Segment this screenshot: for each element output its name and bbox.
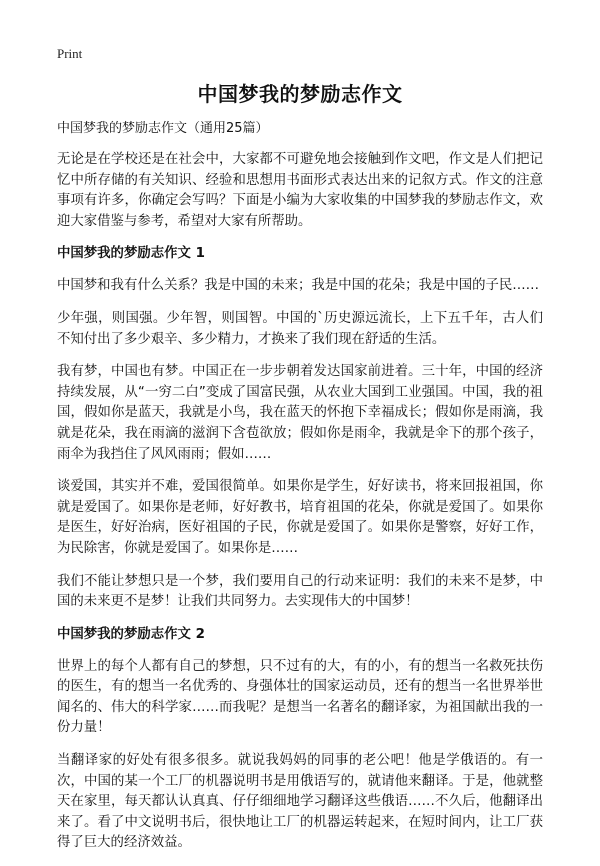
print-link[interactable]: Print (57, 46, 83, 61)
paragraph: 少年强，则国强。少年智，则国智。中国的`历史源远流长，上下五千年，古人们不知付出了多少艰辛、多少精力，才换来了我们现在舒适的生活。 (57, 310, 543, 347)
paragraph: 我们不能让梦想只是一个梦，我们要用自己的行动来证明：我们的未来不是梦，中国的未来更不是梦！让我们共同努力。去实现伟大的中国梦！ (57, 573, 543, 610)
paragraph: 谈爱国，其实并不难，爱国很简单。如果你是学生，好好读书，将来回报祖国，你就是爱国了。如果你是老师，好好教书，培育祖国的花朵，你就是爱国了。如果你是医生，好好治病，医好祖国的子民，你就是爱国了。如果你是警察，好好工作，为民除害，你就是爱国了。如果你是…… (57, 479, 543, 556)
document-title: 中国梦我的梦励志作文 (197, 82, 403, 106)
intro-paragraph: 无论是在学校还是在社会中，大家都不可避免地会接触到作文吧，作文是人们把记忆中所存储的有关知识、经验和思想用书面形式表达出来的记叙方式。作文的注意事项有许多，你确定会写吗？下面是小编为大家收集的中国梦我的梦励志作文，欢迎大家借鉴与参考，希望对大家有所帮助。 (57, 152, 543, 229)
paragraph: 当翻译家的好处有很多很多。就说我妈妈的同事的老公吧！他是学俄语的。有一次，中国的某一个工厂的机器说明书是用俄语写的，就请他来翻译。于是，他就整天在家里，每天都认认真真、仔仔细细地学习翻译这些俄语……不久后，他翻译出来了。看了中文说明书后，很快地让工厂的机器运转起来，在短时间内，让工厂获得了巨大的经济效益。 (57, 753, 543, 851)
section-heading: 中国梦我的梦励志作文 2 (57, 626, 205, 642)
paragraph: 世界上的每个人都有自己的梦想，只不过有的大，有的小，有的想当一名救死扶伤的医生，有的想当一名优秀的、身强体壮的国家运动员，还有的想当一名世界举世闻名的、伟大的科学家……而我呢？是想当一名著名的翻译家，为祖国献出我的一份力量！ (57, 658, 543, 736)
paragraph: 中国梦和我有什么关系？我是中国的未来；我是中国的花朵；我是中国的子民…… (57, 278, 540, 294)
paragraph: 我有梦，中国也有梦。中国正在一步步朝着发达国家前进着。三十年，中国的经济持续发展，从“一穷二白”变成了国富民强，从农业大国到工业强国。中国，我的祖国，假如你是蓝天，我就是小鸟，我在蓝天的怀抱下幸福成长；假如你是雨滴，我就是花朵，我在雨滴的滋润下含苞欲放；假如你是雨伞，我就是伞下的那个孩子，雨伞为我挡住了风风雨雨；假如…… (57, 364, 543, 462)
document-subtitle: 中国梦我的梦励志作文（通用25篇） (57, 121, 269, 136)
section-heading: 中国梦我的梦励志作文 1 (57, 246, 205, 262)
document-body (57, 120, 543, 866)
